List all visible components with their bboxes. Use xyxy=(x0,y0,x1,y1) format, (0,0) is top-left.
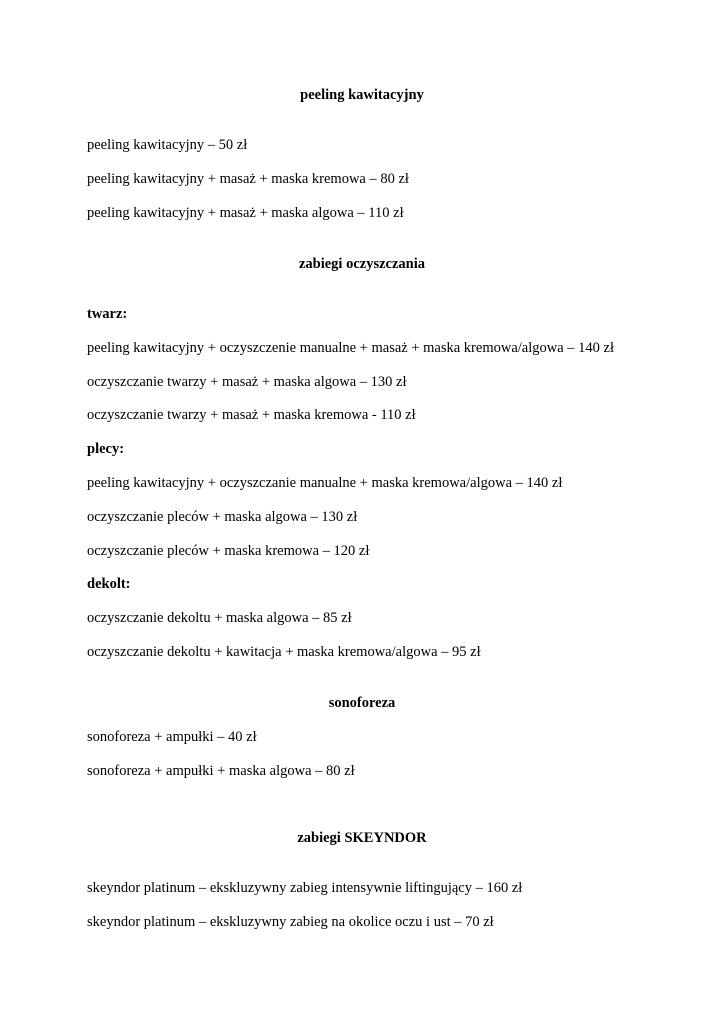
list-item: sonoforeza + ampułki + maska algowa – 80 zł xyxy=(87,763,355,779)
list-item: sonoforeza + ampułki – 40 zł xyxy=(87,729,257,745)
section-title-skeyndor: zabiegi SKEYNDOR xyxy=(297,830,427,846)
list-item: oczyszczanie twarzy + masaż + maska kremowa - 110 zł xyxy=(87,407,416,423)
list-item: skeyndor platinum – ekskluzywny zabieg na okolice oczu i ust – 70 zł xyxy=(87,914,494,930)
list-item: oczyszczanie twarzy + masaż + maska algowa – 130 zł xyxy=(87,374,407,390)
list-item: peeling kawitacyjny – 50 zł xyxy=(87,137,248,153)
list-item: peeling kawitacyjny + masaż + maska algowa – 110 zł xyxy=(87,205,404,221)
list-item: oczyszczanie dekoltu + maska algowa – 85 zł xyxy=(87,610,352,626)
list-item: peeling kawitacyjny + oczyszczanie manualne + maska kremowa/algowa – 140 zł xyxy=(87,475,563,491)
list-item: skeyndor platinum – ekskluzywny zabieg intensywnie liftingujący – 160 zł xyxy=(87,880,523,896)
section-title-peeling: peeling kawitacyjny xyxy=(300,87,424,103)
subsection-label-plecy: plecy: xyxy=(87,441,125,457)
list-item: oczyszczanie dekoltu + kawitacja + maska kremowa/algowa – 95 zł xyxy=(87,644,481,660)
list-item: peeling kawitacyjny + masaż + maska kremowa – 80 zł xyxy=(87,171,409,187)
list-item: oczyszczanie pleców + maska algowa – 130 zł xyxy=(87,509,358,525)
section-title-sonoforeza: sonoforeza xyxy=(328,695,396,711)
list-item: peeling kawitacyjny + oczyszczenie manualne + masaż + maska kremowa/algowa – 140 zł xyxy=(87,340,614,356)
section-title-oczyszczania: zabiegi oczyszczania xyxy=(298,256,426,272)
list-item: oczyszczanie pleców + maska kremowa – 120 zł xyxy=(87,543,370,559)
subsection-label-twarz: twarz: xyxy=(87,306,128,322)
subsection-label-dekolt: dekolt: xyxy=(87,576,131,592)
